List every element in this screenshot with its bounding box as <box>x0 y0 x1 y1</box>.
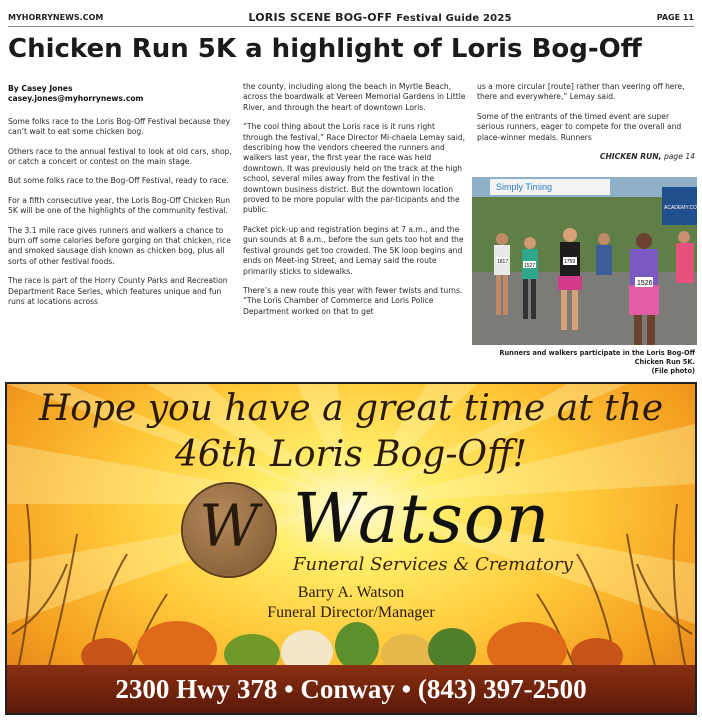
ad-headline-line-2: 46th Loris Bog-Off! <box>175 434 527 475</box>
article-column-1 <box>8 84 234 317</box>
ad-contact-name: Barry A. Watson <box>297 584 405 601</box>
paragraph: Some of the entrants of the timed event are super serious runners, eager to compete for the overall and place-winner medals. Runners <box>477 111 682 142</box>
svg-text:1817: 1817 <box>497 259 509 265</box>
svg-text:1527: 1527 <box>524 263 536 269</box>
paragraph: Some folks race to the Loris Bog-Off Festival because they can’t wait to eat some chicken bog. <box>8 116 231 137</box>
paragraph: The 3.1 mile race gives runners and walkers a chance to burn off some calories before gorging on that chicken, rice and smoked sausage dish known as chicken bog, plus all sorts of other festival foods. <box>8 225 231 266</box>
paragraph: the county, including along the beach in Myrtle Beach, across the boardwalk at Vereen Memorial Gardens in Little River, and through the heart of downtown Loris. <box>243 82 466 112</box>
paragraph: Others race to the annual festival to look at old cars, shop, or catch a concert or contest on the main stage. <box>8 146 232 167</box>
ad-contact-bar <box>7 665 695 713</box>
svg-text:1759: 1759 <box>564 259 576 265</box>
paragraph: For a fifth consecutive year, the Loris Bog-Off Chicken Run 5K will be one of the highlights of the community festival. <box>8 195 231 216</box>
caption-credit: (File photo) <box>651 367 695 375</box>
monogram-letter: W <box>199 492 259 560</box>
article-column-2 <box>243 82 467 326</box>
ad-brand-name: Watson <box>293 480 551 559</box>
section-name: LORIS SCENE BOG-OFF <box>248 10 393 24</box>
race-photo-illustration <box>472 177 702 345</box>
page-header <box>8 8 694 27</box>
byline-email[interactable]: casey.jones@myhorrynews.com <box>8 94 144 104</box>
article-headline: Chicken Run 5K a highlight of Loris Bog-Off <box>8 34 642 64</box>
ad-contact-info[interactable]: 2300 Hwy 378 • Conway • (843) 397-2500 <box>115 673 587 704</box>
paragraph: us a more circular [route] rather than veering off here, there and everywhere,” Lemay said. <box>477 82 685 102</box>
photo-caption <box>472 349 695 376</box>
ad-headline-line-1: Hope you have a great time at the <box>38 388 664 429</box>
site-url[interactable]: MYHORRYNEWS.COM <box>8 12 104 22</box>
ad-contact-role: Funeral Director/Manager <box>267 604 435 621</box>
ad-brand-subtitle: Funeral Services & Crematory <box>293 554 573 575</box>
jump-label: CHICKEN RUN, <box>599 152 662 162</box>
race-photo <box>472 177 702 345</box>
svg-text:1526: 1526 <box>637 280 653 287</box>
monogram-seal <box>183 484 275 576</box>
sponsor-sign-text: ACADEMY.COM <box>664 205 702 211</box>
paragraph: The race is part of the Horry County Parks and Recreation Department Race Series, which features unique and fun runs at locations across <box>8 276 228 307</box>
section-title <box>248 11 511 24</box>
paragraph: “The cool thing about the Loris race is it runs right through the festival,” Race Director Mi-chaela Lemay said, describing how the vendors cheered the runners and walkers last year, the first year the race was held downtown. It was previously held on the track at the high school, several miles away from the festival in the downtown business district. But the downtown location proved to be more popular with the par-ticipants and the public. <box>243 122 466 215</box>
timing-banner-text: Simply Timing <box>496 182 553 192</box>
page-number: PAGE 11 <box>656 12 694 22</box>
caption-text: Runners and walkers participate in the Loris Bog-Off Chicken Run 5K. <box>499 349 695 366</box>
paragraph: There’s a new route this year with fewer twists and turns. “The Loris Chamber of Commerce and Loris Police Department worked on that to get <box>243 285 463 316</box>
advertisement[interactable] <box>5 382 697 715</box>
byline-author: By Casey Jones <box>8 84 73 93</box>
jump-page: page 14 <box>661 152 695 162</box>
paragraph: But some folks race to the Bog-Off Festival, ready to race. <box>8 176 229 186</box>
jump-line[interactable] <box>477 152 695 162</box>
article-column-3 <box>477 82 695 162</box>
paragraph: Packet pick-up and registration begins at 7 a.m., and the gun sounds at 8 a.m., before the sun gets too hot and the festival grounds get too crowded. The 5K loop begins and ends on Meet-ing Street, and Lemay said the route primarily sticks to sidewalks. <box>243 224 464 276</box>
byline <box>8 84 234 105</box>
section-guide: Festival Guide 2025 <box>396 12 512 24</box>
